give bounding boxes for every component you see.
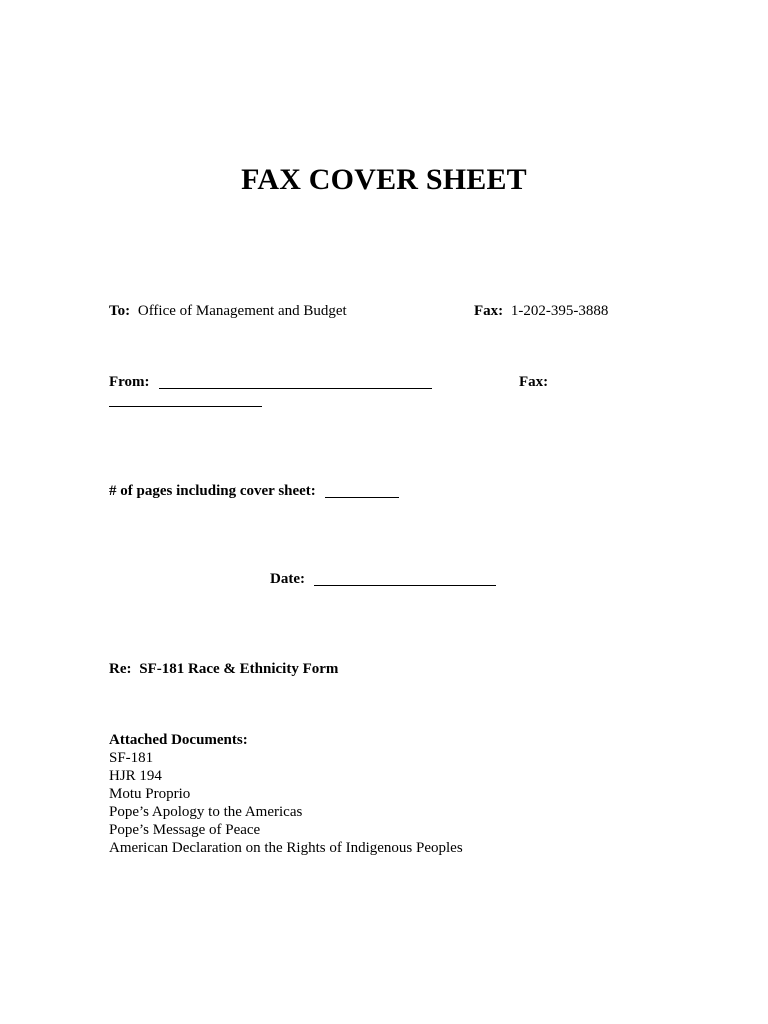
attached-item: American Declaration on the Rights of Indigenous Peoples [109, 840, 463, 856]
re-row [109, 660, 338, 678]
to-label: To: [109, 303, 131, 319]
attached-item: Pope’s Message of Peace [109, 822, 261, 838]
from-fax-label: Fax: [519, 374, 549, 390]
attached-item: HJR 194 [109, 768, 162, 784]
date-label: Date: [270, 571, 305, 587]
pages-blank-line [325, 497, 399, 498]
to-fax-value: 1-202-395-3888 [510, 303, 609, 319]
to-fax-label: Fax: [474, 303, 504, 319]
from-blank-line [159, 388, 432, 389]
attached-item: Pope’s Apology to the Americas [109, 804, 303, 820]
attached-item: SF-181 [109, 750, 154, 766]
from-fax-blank-line [109, 406, 262, 407]
re-value: SF-181 Race & Ethnicity Form [139, 661, 339, 677]
to-value: Office of Management and Budget [137, 303, 347, 319]
attached-documents [109, 731, 463, 857]
page-title: FAX COVER SHEET [241, 163, 527, 196]
attached-item: Motu Proprio [109, 786, 191, 802]
from-label: From: [109, 374, 150, 390]
attached-heading: Attached Documents: [109, 732, 248, 748]
to-fax-row [474, 302, 608, 320]
pages-label: # of pages including cover sheet: [109, 483, 316, 499]
to-row [109, 302, 347, 320]
re-label: Re: [109, 661, 132, 677]
date-blank-line [314, 585, 496, 586]
